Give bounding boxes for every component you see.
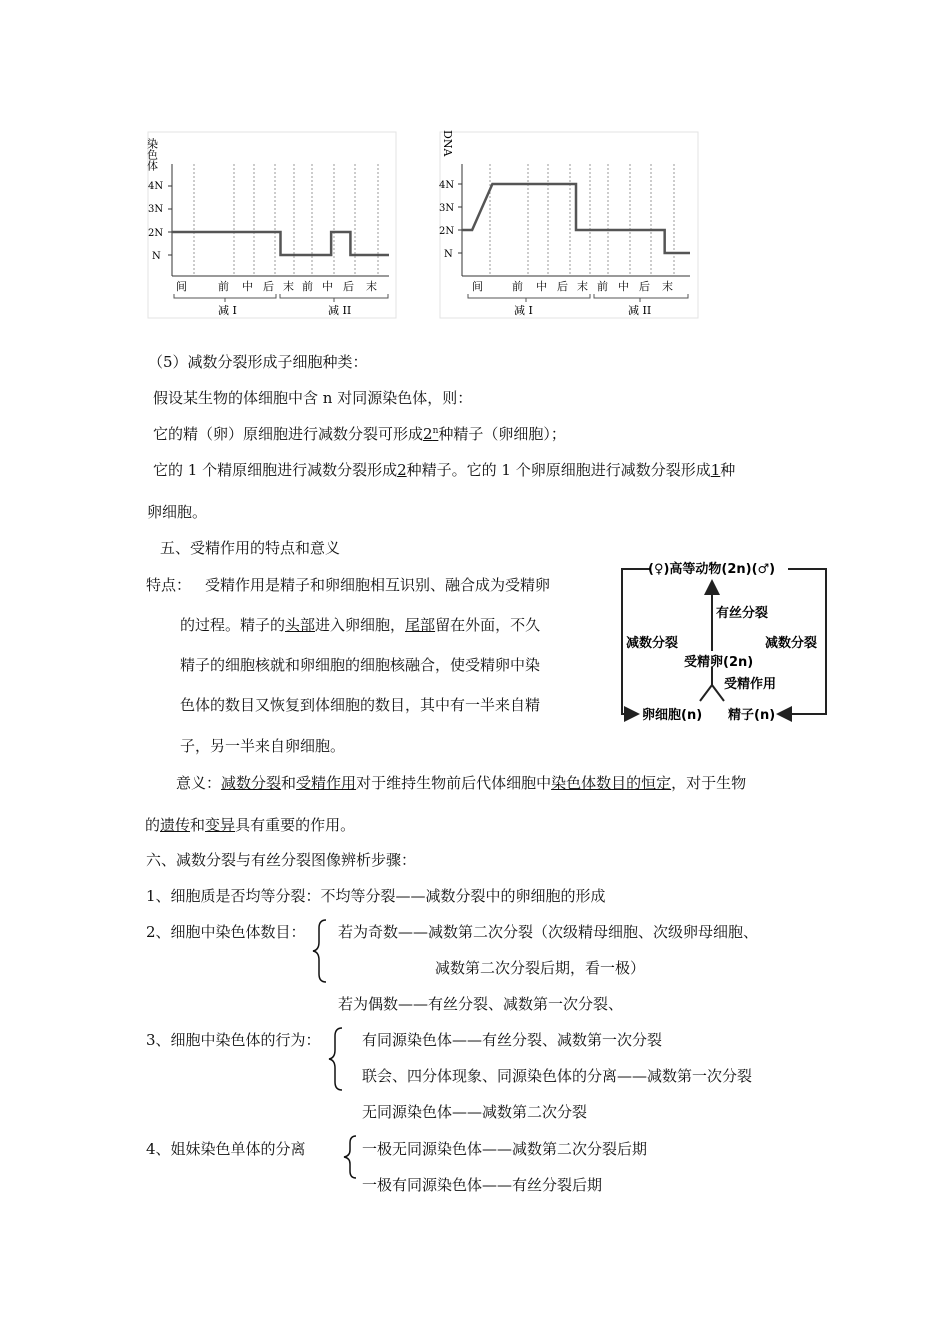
step3-homologous: 有同源染色体——有丝分裂、减数第一次分裂	[362, 1031, 663, 1049]
x-tick-label: 末	[283, 280, 294, 293]
x-tick-label: 前	[218, 280, 229, 293]
x-tick-label: 后	[557, 280, 568, 293]
sperm-type-count	[423, 425, 438, 443]
text-span: ，对于生物	[671, 774, 747, 792]
step3-label: 3、细胞中染色体的行为：	[146, 1031, 321, 1049]
text-span: 种	[720, 461, 736, 479]
x-tick-label: 中	[322, 280, 333, 293]
text-span: 受精作用是精子和卵细胞相互识别、融合成为受精卵	[205, 576, 551, 594]
step2-odd: 若为奇数——减数第二次分裂（次级精母细胞、次级卵母细胞、	[338, 923, 759, 941]
significance-label: 意义：	[176, 774, 222, 792]
y-tick-label: 3N	[148, 204, 164, 215]
group-brace	[594, 294, 688, 302]
diagram-meiosis-left-label: 减数分裂	[626, 636, 679, 651]
brace	[326, 1026, 346, 1092]
group-brace	[468, 294, 590, 302]
y-axis-label: 染色体	[145, 138, 159, 171]
x-tick-label: 间	[176, 280, 187, 293]
significance-line2	[145, 815, 355, 835]
count-base: 2	[423, 425, 433, 443]
group-label: 减 I	[514, 304, 533, 317]
y-tick-label: 2N	[439, 226, 455, 237]
answer-blank: 头部	[285, 616, 316, 634]
x-tick-label: 后	[263, 280, 274, 293]
feature-line5: 子，另一半来自卵细胞。	[180, 737, 346, 755]
x-tick-label: 前	[512, 280, 523, 293]
text-span: 具有重要的作用。	[235, 816, 356, 834]
step3-no-homologous: 无同源染色体——减数第二次分裂	[362, 1103, 588, 1121]
diagram-meiosis-right-label: 减数分裂	[765, 636, 818, 651]
step1: 1、细胞质是否均等分裂：不均等分裂——减数分裂中的卵细胞的形成	[146, 887, 606, 905]
y-tick-label: N	[152, 251, 161, 262]
y-tick-label: 4N	[148, 181, 164, 192]
count-exponent: n	[432, 426, 439, 436]
answer-blank: 1	[710, 461, 721, 479]
section5-line1: 假设某生物的体细胞中含 n 对同源染色体，则：	[153, 389, 473, 407]
section5-line3	[153, 460, 735, 480]
text-span: 它的精（卵）原细胞进行减数分裂可形成	[153, 425, 424, 443]
x-tick-label: 末	[366, 280, 377, 293]
significance-line1	[176, 773, 746, 793]
step4-homologous: 一极有同源染色体——有丝分裂后期	[362, 1176, 603, 1194]
text-span: 和	[281, 774, 297, 792]
text-span: 种精子（卵细胞）；	[438, 425, 566, 443]
x-tick-label: 末	[577, 280, 588, 293]
x-tick-label: 后	[639, 280, 650, 293]
y-tick-label: 4N	[439, 180, 455, 191]
brace	[340, 1134, 360, 1180]
answer-blank: 遗传	[160, 816, 191, 834]
step2-label: 2、细胞中染色体数目：	[146, 923, 306, 941]
y-tick-label: N	[444, 249, 453, 260]
step4-label: 4、姐妹染色单体的分离	[146, 1140, 306, 1158]
x-tick-label: 前	[302, 280, 313, 293]
x-tick-label: 中	[536, 280, 547, 293]
step2-even: 若为偶数——有丝分裂、减数第一次分裂、	[338, 995, 624, 1013]
answer-blank: 变异	[205, 816, 236, 834]
group-label: 减 II	[328, 304, 352, 317]
group-label: 减 I	[218, 304, 237, 317]
answer-blank: 2	[397, 461, 407, 479]
step4-no-homologous: 一极无同源染色体——减数第二次分裂后期	[362, 1140, 648, 1158]
section5-line2	[153, 424, 566, 444]
text-span: 种精子。它的 1 个卵原细胞进行减数分裂形成	[406, 461, 711, 479]
x-tick-label: 中	[242, 280, 253, 293]
answer-blank: 染色体数目的恒定	[551, 774, 672, 792]
group-label: 减 II	[628, 304, 652, 317]
feature-line1	[146, 575, 550, 595]
answer-blank: 尾部	[405, 616, 436, 634]
dna-chart	[432, 124, 707, 324]
group-brace	[174, 294, 276, 302]
x-tick-label: 后	[343, 280, 354, 293]
chromosome-chart	[142, 124, 402, 324]
answer-blank: 受精作用	[296, 774, 357, 792]
dna-series-line	[462, 184, 690, 253]
x-tick-label: 末	[662, 280, 673, 293]
diagram-mitosis-label: 有丝分裂	[716, 606, 769, 621]
text-span: 和	[190, 816, 206, 834]
feature-line4: 色体的数目又恢复到体细胞的数目，其中有一半来自精	[180, 696, 541, 714]
chromosome-series-line	[172, 232, 389, 255]
diagram-top-label: (♀)高等动物(2n)(♂)	[648, 562, 776, 577]
section-six-title: 六、减数分裂与有丝分裂图像辨析步骤：	[146, 851, 417, 869]
diagram-sperm-label: 精子(n)	[728, 708, 776, 723]
x-tick-label: 间	[472, 280, 483, 293]
y-axis-label: DNA	[441, 130, 454, 157]
diagram-fertilization-label: 受精作用	[724, 677, 777, 692]
text-span: 它的 1 个精原细胞进行减数分裂形成	[153, 461, 398, 479]
answer-blank: 减数分裂	[221, 774, 282, 792]
section5-line4: 卵细胞。	[147, 503, 208, 521]
x-tick-label: 中	[618, 280, 629, 293]
feature-line2	[180, 615, 540, 635]
section-five-title: 五、受精作用的特点和意义	[160, 539, 341, 557]
feature-line3: 精子的细胞核就和卵细胞的细胞核融合，使受精卵中染	[180, 656, 541, 674]
x-tick-label: 前	[597, 280, 608, 293]
brace	[310, 918, 330, 984]
fertilization-cycle-diagram	[612, 555, 834, 731]
section5-title: （5）减数分裂形成子细胞种类：	[148, 353, 368, 371]
diagram-zygote-label: 受精卵(2n)	[684, 655, 754, 670]
step3-synapsis: 联会、四分体现象、同源染色体的分离——减数第一次分裂	[362, 1067, 753, 1085]
fertilization-lines	[700, 667, 724, 701]
text-span: 留在外面，不久	[435, 616, 541, 634]
step2-odd-cont: 减数第二次分裂后期，看一极）	[435, 959, 646, 977]
text-span: 对于维持生物前后代体细胞中	[356, 774, 552, 792]
group-brace	[280, 294, 388, 302]
diagram-egg-label: 卵细胞(n)	[642, 708, 703, 723]
text-span: 的过程。精子的	[180, 616, 286, 634]
y-tick-label: 3N	[439, 203, 455, 214]
text-span: 的	[145, 816, 161, 834]
feature-label: 特点：	[146, 576, 192, 594]
text-span: 进入卵细胞，	[315, 616, 406, 634]
y-tick-label: 2N	[148, 228, 164, 239]
